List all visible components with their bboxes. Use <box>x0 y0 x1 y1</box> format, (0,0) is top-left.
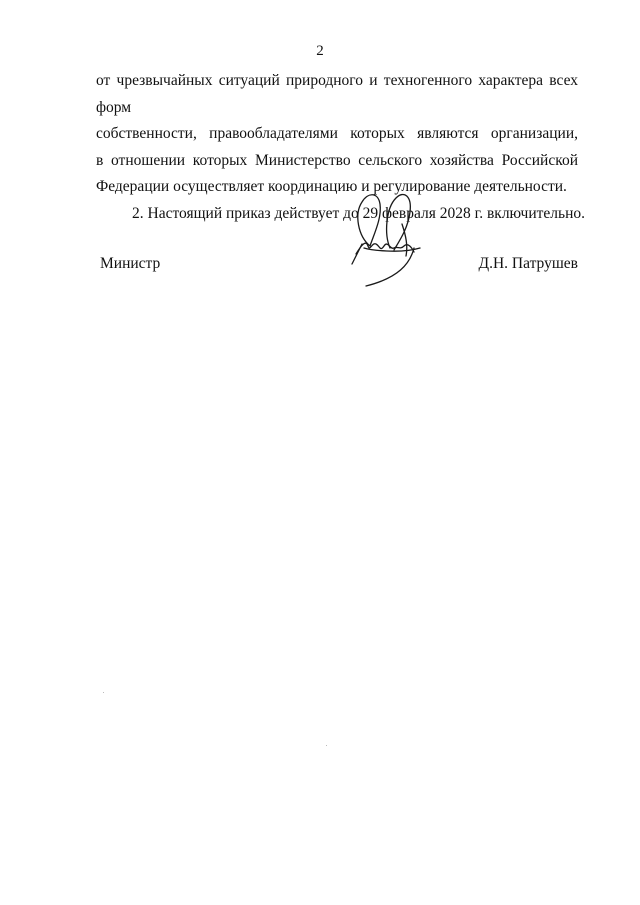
scan-speck <box>103 692 104 693</box>
body-line-5: 2. Настоящий приказ действует до 29 февраля 2028 г. включительно. <box>132 204 586 222</box>
signer-title: Министр <box>100 255 161 272</box>
page-number: 2 <box>316 43 324 59</box>
body-line-4: Федерации осуществляет координацию и регулирование деятельности. <box>96 178 567 195</box>
body-line-2: собственности, правообладателями которых являются организации, <box>96 125 578 142</box>
scan-speck <box>326 745 327 746</box>
document-body <box>96 68 586 227</box>
signer-name: Д.Н. Патрушев <box>478 255 578 272</box>
body-line-3: в отношении которых Министерство сельского хозяйства Российской <box>96 151 578 169</box>
body-line-1: от чрезвычайных ситуаций природного и техногенного характера всех форм <box>96 72 578 116</box>
signature-block <box>96 255 578 279</box>
